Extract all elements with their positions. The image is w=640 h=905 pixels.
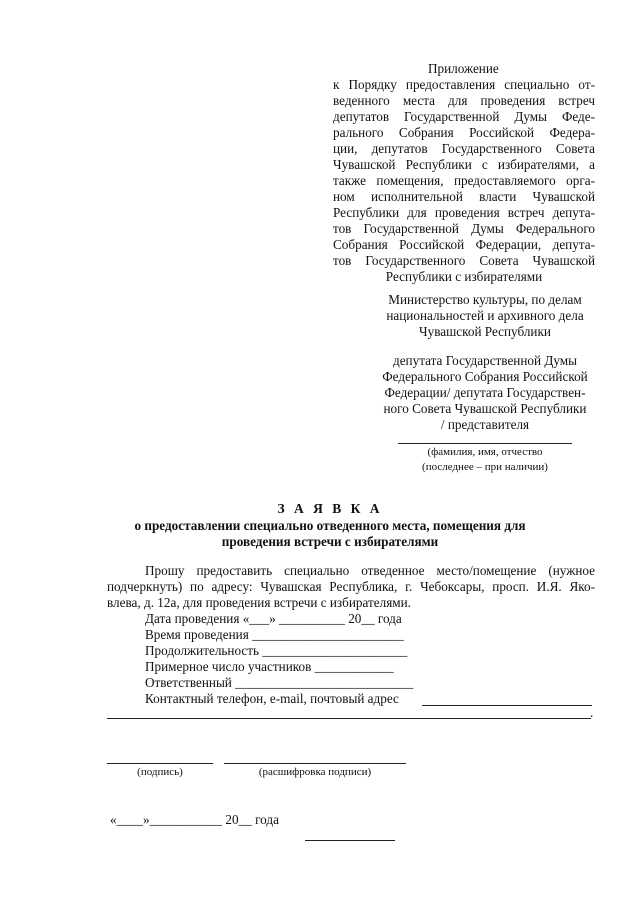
document-subtitle-line1: о предоставлении специально отведенного места, помещения для [134,518,526,533]
sender-line-5: / представителя [440,417,530,432]
annex-line-9: Республики для проведения встреч депута- [333,205,595,220]
signature-line [107,763,213,764]
recipient-line-1: Министерство культуры, по делам [388,292,582,307]
annex-line-6: Чувашской Республики с избирателями, а [333,157,595,172]
signature-caption: (подпись) [137,766,183,778]
signature-decode-line [224,763,406,764]
annex-line-5: ции, депутатов Государственного Совета [333,141,595,156]
annex-line-4: рального Собрания Российской Федера- [333,125,595,140]
name-caption: (фамилия, имя, отчество [427,446,543,458]
sender-line-3: Федерации/ депутата Государствен- [384,385,586,400]
contacts-period: . [590,705,594,720]
field-participants[interactable]: Примерное число участников ____________ [145,659,394,674]
footer-line [305,840,395,841]
annex-line-8: ном исполнительной власти Чувашской [333,189,595,204]
name-caption-note: (последнее – при наличии) [422,461,548,473]
request-text-line3: влева, д. 12а, для проведения встречи с избирателями. [107,595,411,610]
annex-line-12: тов Государственного Совета Чувашской [333,253,595,268]
document-subtitle-line2: проведения встречи с избирателями [221,534,439,549]
field-date[interactable]: Дата проведения «___» __________ 20__ года [145,611,402,626]
contacts-underline-2 [107,718,591,719]
document-title: З А Я В К А [277,501,383,516]
sender-line-1: депутата Государственной Думы [392,353,577,368]
field-time[interactable]: Время проведения _______________________ [145,627,404,642]
sender-line-4: ного Совета Чувашской Республики [383,401,587,416]
request-text-line2: подчеркнуть) по адресу: Чувашская Республика, г. Чебоксары, просп. И.Я. Яко- [107,579,595,594]
sender-line-2: Федерального Собрания Российской [382,369,588,384]
field-duration[interactable]: Продолжительность ______________________ [145,643,408,658]
annex-line-7: также помещения, предоставляемого орга- [333,173,595,188]
recipient-line-2: национальностей и архивного дела [386,308,584,323]
field-responsible[interactable]: Ответственный ___________________________ [145,675,414,690]
field-contacts[interactable]: Контактный телефон, e-mail, почтовый адрес [145,691,399,706]
footer-date[interactable]: «____»___________ 20__ года [110,812,279,827]
recipient-line-3: Чувашской Республики [419,324,551,339]
annex-line-2: веденного места для проведения встреч [333,93,595,108]
annex-title: Приложение [428,61,499,76]
annex-line-3: депутатов Государственной Думы Феде- [333,109,595,124]
request-text-line1: Прошу предоставить специально отведенное место/помещение (нужное [145,563,595,578]
annex-line-1: к Порядку предоставления специально от- [333,77,595,92]
name-underline [398,443,572,444]
annex-line-11: Собрания Российской Федерации, депута- [333,237,595,252]
annex-line-10: тов Государственной Думы Федерального [333,221,595,236]
annex-line-13: Республики с избирателями [385,269,543,284]
signature-decode-caption: (расшифровка подписи) [258,766,372,778]
contacts-underline [422,705,592,706]
